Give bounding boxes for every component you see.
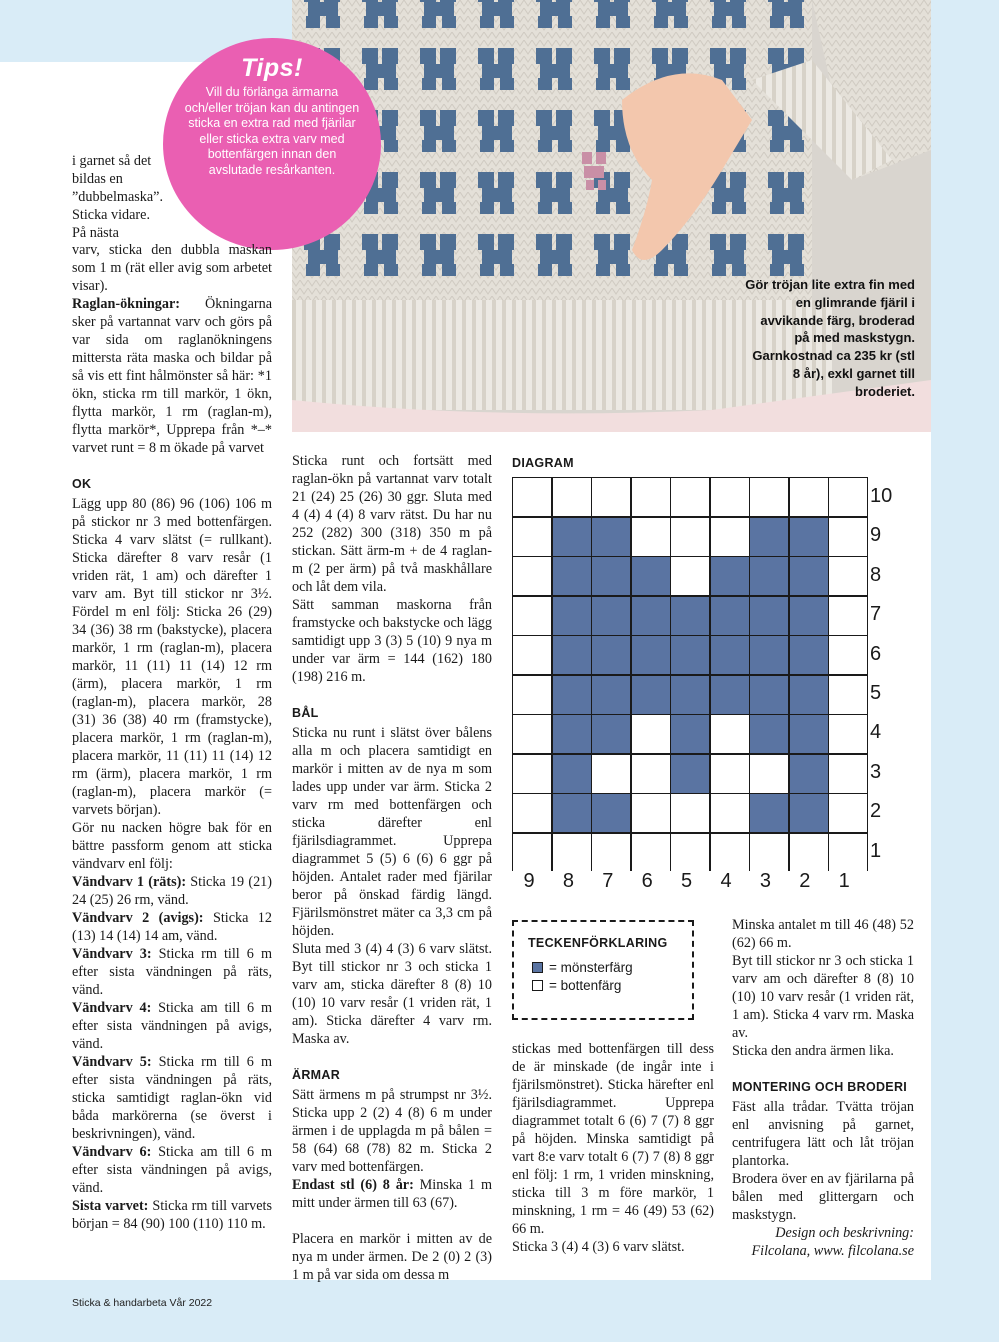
text: Sticka am till 6 m efter sista vändningen på avigs, vänd. [72,1000,272,1052]
paragraph: Placera en markör i mitten av de nya m under ärmen. De 2 (0) 2 (3) 1 m på var sida om dessa m [292,1231,492,1283]
chart-cell-background [711,478,749,516]
label: Vändvarv 6: [72,1144,152,1160]
label: Vändvarv 3: [72,946,152,962]
chart-cell-pattern [592,636,630,674]
chart-cell-background [513,557,551,595]
label: Vändvarv 4: [72,1000,152,1016]
column-label: 4 [720,870,732,892]
chart-cell-background [750,478,788,516]
chart-cell-background [711,755,749,793]
label: Endast stl (6) 8 år: [292,1177,414,1193]
chart-cell-pattern [711,557,749,595]
column-label: 2 [799,870,811,892]
chart-cell-pattern [750,518,788,556]
chart-cell-background [711,518,749,556]
heading-ok: OK [72,477,92,491]
row-label: 3 [870,760,882,783]
legend-pattern-label: = mönsterfärg [549,960,633,975]
column-label: 3 [759,870,771,892]
column-2 [292,452,492,1284]
paragraph: Fäst alla trådar. Tvätta tröjan enl anvisning på garnet, centrifugera lätt och låt tröjan plantorka. [732,1099,914,1169]
paragraph: Byt till stickor nr 3 och sticka 1 varv am och därefter 8 (8) 10 (10) 10 varv resår (1 vriden rät, 1 am). Sticka 4 varv rm. Maska av. [732,953,914,1041]
label: Vändvarv 2 (avigs): [72,910,204,926]
chart-cell-background [513,597,551,635]
chart-cell-pattern [592,518,630,556]
paragraph: Sluta med 3 (4) 4 (3) 6 varv slätst. Byt till stickor nr 3 och sticka 1 varv am, sticka därefter 8 (8) 10 (10) 10 varv resår (1 vriden rät, 1 am). Sticka därefter 4 varv rm. Maska av. [292,941,492,1047]
chart-cell-background [671,794,709,832]
chart-cell-background [553,834,591,872]
chart-cell-pattern [553,755,591,793]
column-1-intro [72,152,164,242]
chart-cell-background [829,715,867,753]
chart-cell-pattern [750,676,788,714]
row-label: 4 [870,721,882,744]
chart-cell-pattern [553,794,591,832]
chart-cell-background [632,834,670,872]
chart-cell-pattern [790,715,828,753]
chart-cell-background [750,834,788,872]
chart-cell-background [829,834,867,872]
column-3 [512,1040,714,1256]
chart-cell-background [513,715,551,753]
chart-cell-pattern [553,715,591,753]
chart-cell-background [829,557,867,595]
text: Sticka rm till varvets början = 84 (90) 100 (110) 110 m. [72,1198,272,1232]
chart-cell-pattern [592,715,630,753]
chart-cell-pattern [553,636,591,674]
chart-cell-pattern [711,636,749,674]
chart-cell-background [513,755,551,793]
paragraph: i garnet så det bildas en ”dubbelmaska”. Sticka vidare. På nästa [72,153,163,241]
chart-cell-background [553,478,591,516]
chart-cell-pattern [553,518,591,556]
chart-cell-pattern [553,676,591,714]
background-swatch [532,980,543,991]
tips-body: Vill du förlänga ärmarna och/eller tröjan kan du antingen sticka en extra rad med fjärilar eller sticka extra varv med bottenfärgen innan den avslutade resårkanten. [184,85,360,177]
column-label: 6 [641,870,653,892]
chart-cell-background [592,478,630,516]
chart-cell-pattern [790,755,828,793]
chart-cell-pattern [632,597,670,635]
chart-cell-background [513,794,551,832]
column-4 [732,916,914,1260]
row-label: 7 [870,603,882,626]
chart-cell-background [829,636,867,674]
chart-cell-pattern [711,597,749,635]
chart-cell-pattern [711,676,749,714]
row-label: 9 [870,524,882,547]
chart-cell-pattern [750,597,788,635]
chart-cell-pattern [632,676,670,714]
label: Sista varvet: [72,1198,149,1214]
chart-cell-pattern [750,636,788,674]
paragraph [72,909,272,945]
paragraph: Sticka runt och fortsätt med raglan-ökn på vartannat varv totalt 21 (24) 25 (26) 30 ggr. Sluta med 4 (4) 4 (4) 8 varv rätst. Du har nu 252 (282) 300 (318) 350 m på stickan. Sätt ärm-m + de 4 raglan-m (2 per ärm) på två maskhållare och låt dem vila. [292,453,492,595]
label: Vändvarv 5: [72,1054,152,1070]
chart-cell-pattern [790,557,828,595]
diagram-title: DIAGRAM [512,456,574,470]
legend-box [512,920,694,1020]
chart-cell-background [671,518,709,556]
design-credit: Design och beskrivning: Filcolana, www. filcolana.se [751,1225,914,1259]
paragraph [72,945,272,999]
paragraph: stickas med bottenfärgen till dess de är minskade (de ingår inte i fjärilsmönstret). Sticka härefter enl fjärilsdiagrammet. Upprepa diagrammet totalt 6 (6) 7 (7) 8 ggr på höjden. Minska samtidigt på vart 8:e varv totalt 6 (7) 7 (8) 8 ggr enl följ: 1 rm, 1 vriden minskning, sticka till 3 m före markör, 1 minskning, 1 rm = 46 (49) 53 (62) 66 m. [512,1041,714,1237]
paragraph: Brodera över en av fjärilarna på bålen med glittergarn och maskstygn. [732,1171,914,1223]
chart-cell-background [671,834,709,872]
chart-cell-background [632,794,670,832]
chart-cell-pattern [553,597,591,635]
legend-title: TECKENFÖRKLARING [528,936,668,950]
paragraph [72,1143,272,1197]
chart-cell-pattern [592,597,630,635]
text: Sticka rm till 6 m efter sista vändningen på räts, vänd. [72,946,272,998]
chart-cell-pattern [790,518,828,556]
chart-cell-background [632,715,670,753]
chart-cell-pattern [750,557,788,595]
chart-cell-pattern [671,755,709,793]
chart-cell-background [829,755,867,793]
paragraph: Sticka den andra ärmen lika. [732,1043,894,1059]
chart-cell-background [632,755,670,793]
chart-cell-background [711,834,749,872]
chart-cell-background [513,834,551,872]
chart-cell-pattern [790,636,828,674]
chart-cell-background [592,755,630,793]
chart-cell-background [671,557,709,595]
label: Raglan-ökningar: [72,296,180,312]
chart-cell-background [829,676,867,714]
text: Sticka am till 6 m efter sista vändningen på avigs, vänd. [72,1144,272,1196]
chart-cell-pattern [671,676,709,714]
legend-background-row [532,978,621,993]
text: Sticka 12 (13) 14 (14) 14 am, vänd. [72,910,272,944]
column-label: 8 [562,870,574,892]
chart-cell-pattern [632,636,670,674]
row-label: 10 [870,485,893,507]
chart-cell-background [829,597,867,635]
text: Sticka 19 (21) 24 (25) 26 rm, vänd. [72,874,272,908]
chart-cell-background [711,794,749,832]
paragraph [72,1197,272,1233]
chart-cell-pattern [750,794,788,832]
row-label: 5 [870,682,882,704]
column-label: 9 [523,870,535,892]
chart-cell-pattern [592,794,630,832]
column-label: 5 [681,870,693,892]
text: Minska 1 m mitt under ärmen till 63 (67). [292,1177,492,1211]
page-bleed-right [931,0,999,1342]
chart-cell-pattern [790,597,828,635]
paragraph [72,1053,272,1143]
chart-cell-background [513,518,551,556]
tips-bubble [163,38,381,250]
paragraph: Sätt samman maskorna från framstycke och bakstycke och lägg samtidigt upp 3 (3) 5 (10) 9 nya m under var ärm = 144 (162) 180 (198) 216 m. [292,597,492,685]
column-1 [72,241,272,1233]
chart-cell-background [790,834,828,872]
chart-cell-background [829,794,867,832]
chart-cell-background [513,676,551,714]
paragraph [72,873,272,909]
row-label: 1 [870,839,882,862]
butterfly-chart-grid [512,477,868,871]
chart-cell-background [513,636,551,674]
column-label: 7 [602,870,614,892]
page-bleed-bottom [0,1280,999,1342]
paragraph: Gör nu nacken högre bak för en bättre passform genom att sticka vändvarv enl följ: [72,820,272,872]
chart-cell-pattern [671,715,709,753]
row-label: 8 [870,563,882,586]
chart-cell-pattern [750,715,788,753]
heading-bal: BÅL [292,706,319,720]
chart-cell-pattern [592,676,630,714]
chart-cell-background [711,715,749,753]
row-label: 2 [870,800,882,823]
column-label: 1 [838,870,850,892]
paragraph: Sätt ärmens m på strumpst nr 3½. Sticka upp 2 (2) 4 (8) 6 m under ärmen i de upplagda m på bålen = 58 (64) 68 (78) 82 m. Sticka 2 varv med bottenfärgen. [292,1087,492,1175]
chart-cell-background [829,518,867,556]
row-label: 6 [870,642,882,665]
chart-cell-pattern [671,597,709,635]
paragraph: Sticka nu runt i slätst över bålens alla m och placera samtidigt en markör i mitten av de nya m som lades upp under var ärm. Sticka 2 varv rm med bottenfärgen och sticka därefter enl fjärilsdiagrammet. Upprepa diagrammet 5 (5) 6 (6) 6 ggr på höjden. Antalet rader med fjärilar beror på önskad färdig längd. Fjärilsmönstret mäter ca 3,3 cm på höjden. [292,725,492,939]
paragraph [292,1176,492,1212]
paragraph: Minska antalet m till 46 (48) 52 (62) 66 m. [732,917,914,951]
text: Ökningarna sker på vartannat varv och görs på var sida om raglanökningens mittersta räta maska och bildar på så vis ett fint hålmönster så här: *1 ökn, sticka rm till markör, 1 ökn, flytta markör, 1 rm (raglan-m), flytta markör*, Upprepa från *–* varvet runt = 8 m ökade på varvet [72,296,272,456]
chart-cell-background [790,478,828,516]
heading-montering: MONTERING OCH BRODERI [732,1080,908,1094]
paragraph [72,295,272,457]
chart-cell-pattern [790,794,828,832]
chart-cell-pattern [592,557,630,595]
chart-cell-background [632,518,670,556]
paragraph: varv, sticka den dubbla maskan som 1 m (rät eller avig som arbetet visar). [72,242,272,294]
chart-cell-background [829,478,867,516]
chart-cell-pattern [790,676,828,714]
legend-pattern-row [532,960,633,975]
label: Vändvarv 1 (räts): [72,874,187,890]
chart-cell-background [750,755,788,793]
paragraph: Sticka 3 (4) 4 (3) 6 varv slätst. [512,1239,685,1255]
paragraph: Lägg upp 80 (86) 96 (106) 106 m på stickor nr 3 med bottenfärgen. Sticka 4 varv slätst (= rullkant). Sticka därefter 8 varv resår (1 vriden rät, 1 am) och därefter 1 varv am. Byt till stickor nr 3½. Fördel m enl följ: Sticka 26 (29) 34 (36) 38 rm (bakstycke), placera markör, 1 rm (raglan-m), placera markör, 11 (11) 11 (14) 12 rm (ärm), placera markör, 1 rm (raglan-m), placera markör, 28 (31) 36 (38) 40 rm (framstycke), placera markör, 1 rm (raglan-m), placera markör, 11 (11) 11 (14) 12 rm (ärm), placera markör, 1 rm (raglan-m), placera markör (= varvets början). [72,496,272,818]
legend-background-label: = bottenfärg [549,978,622,993]
chart-cell-background [513,478,551,516]
photo-caption: Gör tröjan lite extra fin med en glimrande fjäril i avvikande färg, broderad på med maskstygn. Garnkostnad ca 235 kr (stl 8 år), exkl garnet till broderiet. [745,277,915,399]
paragraph [72,999,272,1053]
tips-title: Tips! [241,54,303,82]
text: Sticka rm till 6 m efter sista vändningen på räts, sticka samtidigt raglan-ökn vid båda markörerna (se överst i beskrivningen), vänd. [72,1054,272,1142]
pattern-swatch [532,962,543,973]
chart-cell-pattern [671,636,709,674]
chart-cell-pattern [632,557,670,595]
chart-cell-background [632,478,670,516]
chart-cell-pattern [553,557,591,595]
chart-cell-background [592,834,630,872]
heading-armar: ÄRMAR [292,1068,341,1082]
chart-cell-background [671,478,709,516]
footer-magazine-name: Sticka & handarbeta Vår 2022 [72,1297,213,1309]
